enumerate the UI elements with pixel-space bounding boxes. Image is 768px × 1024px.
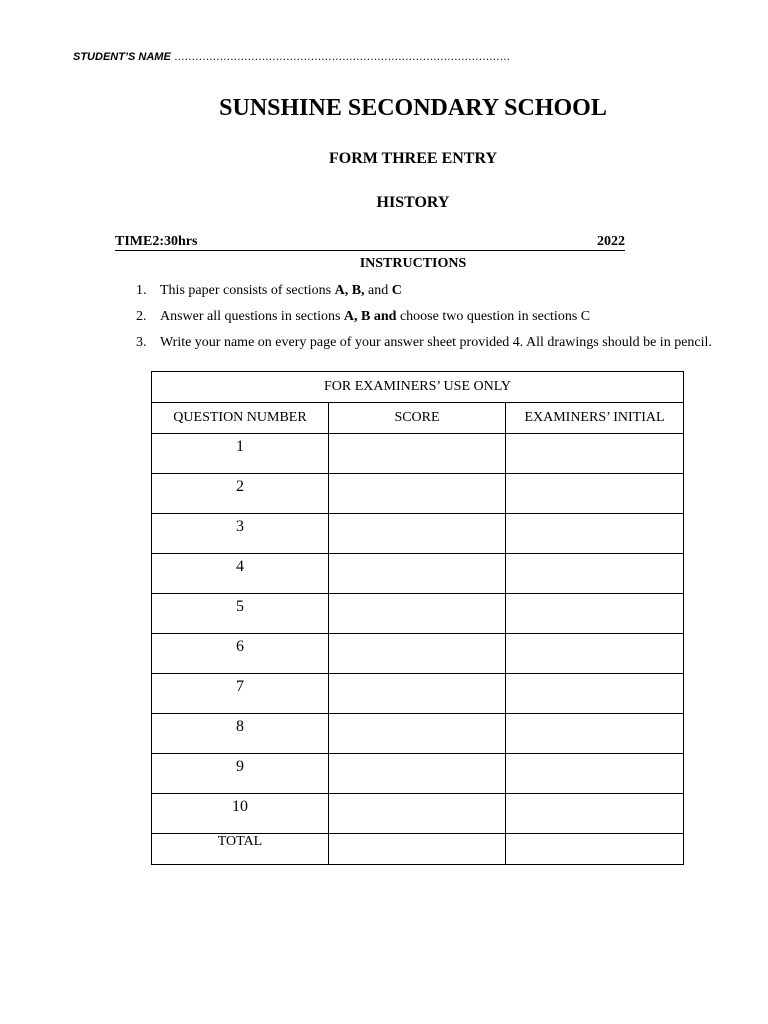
table-row bbox=[152, 794, 684, 834]
question-number-cell: 5 bbox=[152, 594, 329, 634]
table-row bbox=[152, 514, 684, 554]
question-number-cell: 2 bbox=[152, 474, 329, 514]
instruction-item bbox=[136, 335, 716, 351]
score-cell bbox=[329, 754, 506, 794]
examiner-initial-cell bbox=[506, 754, 684, 794]
table-row bbox=[152, 714, 684, 754]
score-cell bbox=[329, 554, 506, 594]
examiner-initial-cell bbox=[506, 514, 684, 554]
examiners-table bbox=[151, 371, 684, 865]
question-number-cell: 7 bbox=[152, 674, 329, 714]
total-label: TOTAL bbox=[152, 834, 329, 865]
instruction-text: Write your name on every page of your answer sheet provided 4. All drawings should be in pencil. bbox=[160, 335, 712, 350]
total-initial-cell bbox=[506, 834, 684, 865]
question-number-cell: 8 bbox=[152, 714, 329, 754]
question-number-cell: 3 bbox=[152, 514, 329, 554]
column-header-score: SCORE bbox=[329, 403, 506, 434]
score-cell bbox=[329, 434, 506, 474]
score-cell bbox=[329, 714, 506, 754]
instruction-text: This paper consists of sections A, B, and C bbox=[160, 283, 402, 298]
year-label: 2022 bbox=[597, 234, 625, 249]
question-number-cell: 1 bbox=[152, 434, 329, 474]
question-number-cell: 9 bbox=[152, 754, 329, 794]
table-row bbox=[152, 674, 684, 714]
examiners-table-title: FOR EXAMINERS’ USE ONLY bbox=[152, 372, 684, 403]
question-number-cell: 10 bbox=[152, 794, 329, 834]
student-name-dots: …………………………………………………………………………………… bbox=[173, 51, 510, 63]
score-cell bbox=[329, 594, 506, 634]
examiner-initial-cell bbox=[506, 554, 684, 594]
table-row bbox=[152, 554, 684, 594]
subject-title: HISTORY bbox=[376, 194, 450, 211]
examiner-initial-cell bbox=[506, 674, 684, 714]
total-row bbox=[152, 834, 684, 865]
instructions-title: INSTRUCTIONS bbox=[359, 256, 467, 271]
instruction-number: 1. bbox=[136, 283, 147, 298]
examiner-initial-cell bbox=[506, 634, 684, 674]
instruction-item bbox=[136, 283, 716, 299]
form-title: FORM THREE ENTRY bbox=[328, 150, 498, 167]
instruction-number: 2. bbox=[136, 309, 147, 324]
table-row bbox=[152, 594, 684, 634]
examiner-initial-cell bbox=[506, 794, 684, 834]
table-row bbox=[152, 754, 684, 794]
score-cell bbox=[329, 794, 506, 834]
table-row bbox=[152, 634, 684, 674]
time-label: TIME2:30hrs bbox=[115, 234, 198, 249]
student-name-line bbox=[73, 51, 510, 63]
examiner-initial-cell bbox=[506, 434, 684, 474]
instruction-text: Answer all questions in sections A, B and choose two question in sections C bbox=[160, 309, 591, 324]
table-row bbox=[152, 434, 684, 474]
score-cell bbox=[329, 474, 506, 514]
instructions-list bbox=[136, 283, 716, 361]
student-name-label: STUDENT’S NAME bbox=[73, 51, 171, 63]
examiner-initial-cell bbox=[506, 474, 684, 514]
examiner-initial-cell bbox=[506, 714, 684, 754]
column-header-initial: EXAMINERS’ INITIAL bbox=[506, 403, 684, 434]
total-score-cell bbox=[329, 834, 506, 865]
score-cell bbox=[329, 634, 506, 674]
question-number-cell: 6 bbox=[152, 634, 329, 674]
time-year-line bbox=[115, 234, 625, 251]
instruction-number: 3. bbox=[136, 335, 147, 350]
question-number-cell: 4 bbox=[152, 554, 329, 594]
school-name: SUNSHINE SECONDARY SCHOOL bbox=[219, 95, 607, 121]
score-cell bbox=[329, 674, 506, 714]
column-header-question: QUESTION NUMBER bbox=[152, 403, 329, 434]
score-cell bbox=[329, 514, 506, 554]
instruction-item bbox=[136, 309, 716, 325]
table-row bbox=[152, 474, 684, 514]
examiner-initial-cell bbox=[506, 594, 684, 634]
